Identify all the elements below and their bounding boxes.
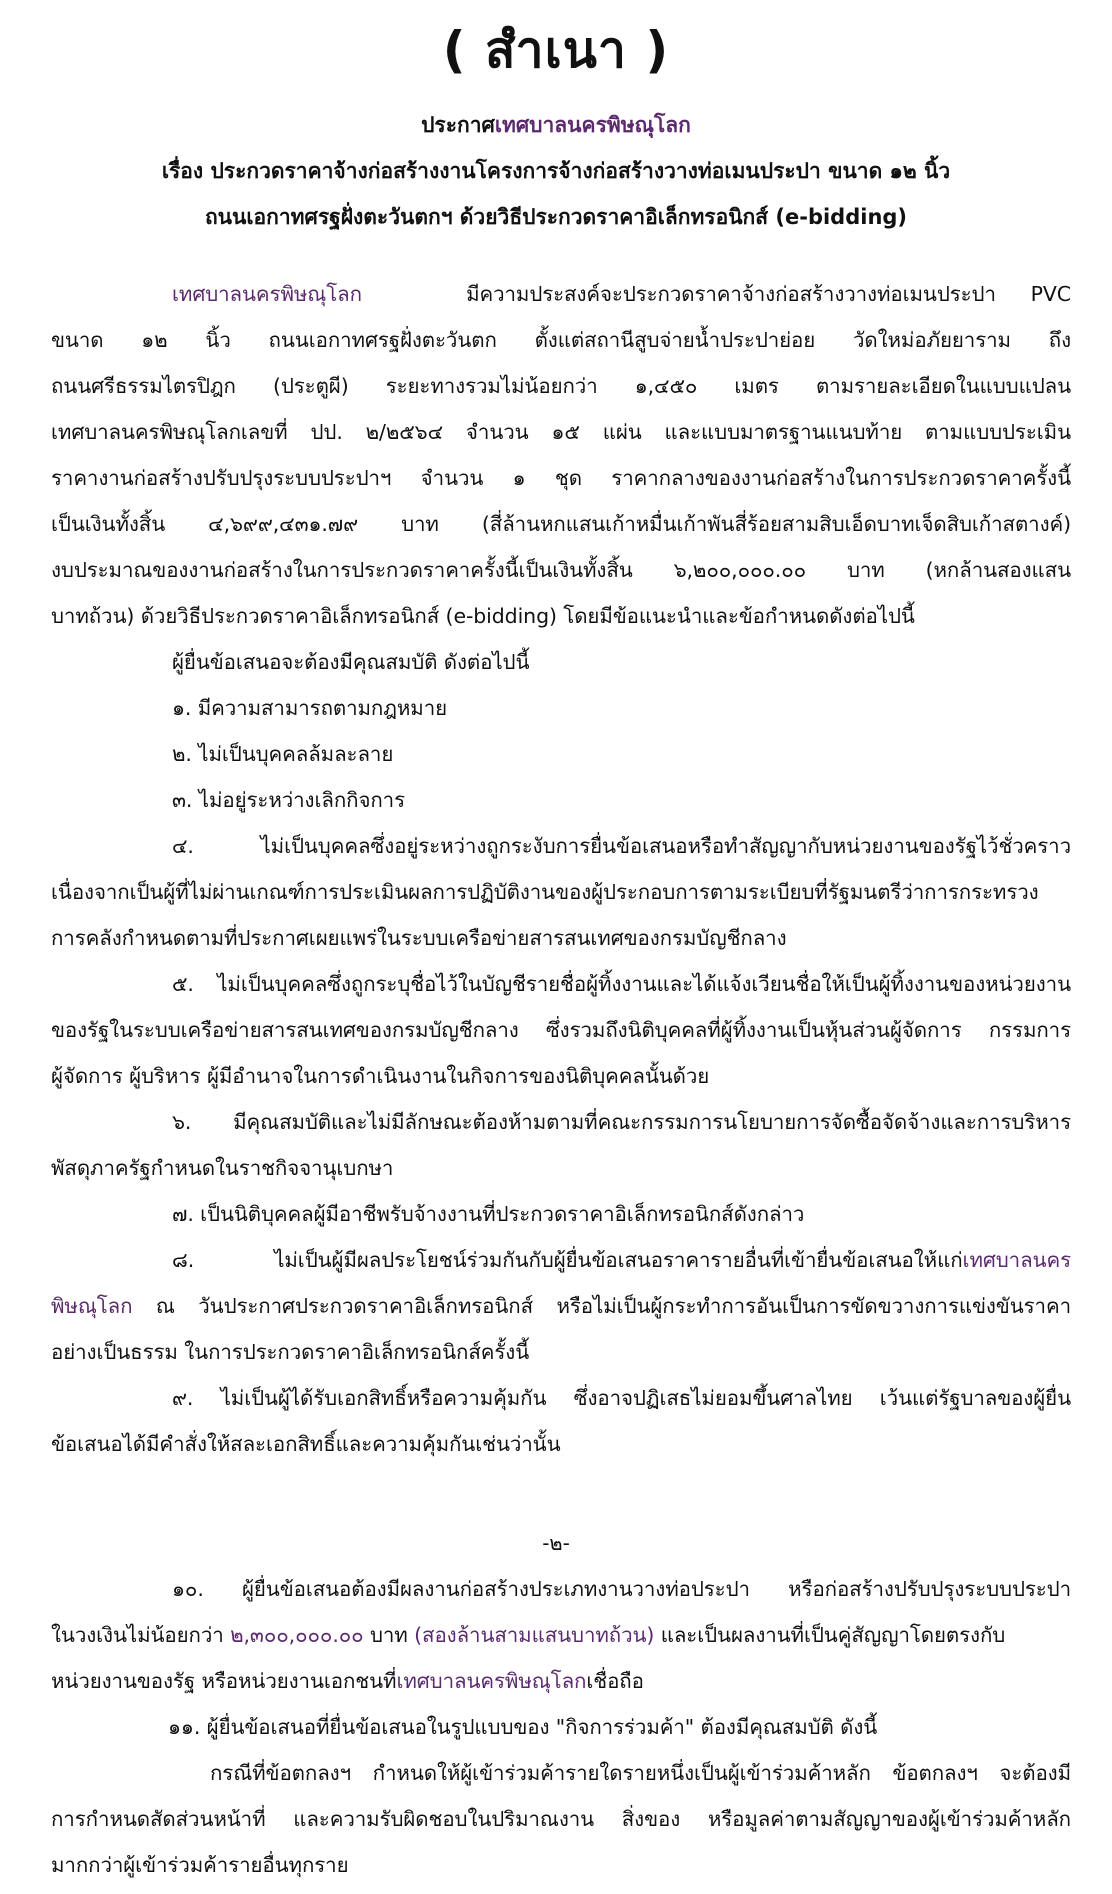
qualification-item-8-line-2 xyxy=(51,1292,1071,1320)
subject-line-2: ถนนเอกาทศรฐฝั่งตะวันตกฯ ด้วยวิธีประกวดราคาอิเล็กทรอนิกส์ (e-bidding) xyxy=(204,205,908,229)
item-8-org-cont: พิษณุโลก xyxy=(51,1294,133,1318)
intro-line-1-text: มีความประสงค์จะประกวดราคาจ้างก่อสร้างวางท่อเมนประปา PVC xyxy=(466,282,1072,306)
qualification-item-10: ๑๐. ผู้ยื่นข้อเสนอต้องมีผลงานก่อสร้างประเภทงานวางท่อประปา หรือก่อสร้างปรับปรุงระบบประปา xyxy=(172,1577,1071,1601)
intro-line-3: ถนนศรีธรรมไตรปิฎก (ประตูผี) ระยะทางรวมไม่น้อยกว่า ๑,๔๕๐ เมตร ตามรายละเอียดในแบบแปลน xyxy=(51,374,1071,398)
qualification-item-7: ๗. เป็นนิติบุคคลผู้มีอาชีพรับจ้างงานที่ประกวดราคาอิเล็กทรอนิกส์ดังกล่าว xyxy=(172,1202,805,1226)
intro-line-2: ขนาด ๑๒ นิ้ว ถนนเอกาทศรฐฝั่งตะวันตก ตั้งแต่สถานีสูบจ่ายน้ำประปาย่อย วัดใหม่อภัยยาราม ถึง xyxy=(51,328,1071,352)
subject-line: เรื่อง ประกวดราคาจ้างก่อสร้างงานโครงการจ้างก่อสร้างวางท่อเมนประปา ขนาด ๑๒ นิ้ว xyxy=(161,159,951,183)
item-8-org: เทศบาลนคร xyxy=(962,1248,1071,1272)
intro-line-6: เป็นเงินทั้งสิ้น ๔,๖๙๙,๔๓๑.๗๙ บาท (สี่ล้านหกแสนเก้าหมื่นเก้าพันสี่ร้อยสามสิบเอ็ดบาทเจ็ดสิบเก้าสตางค์) xyxy=(51,512,1071,536)
intro-org: เทศบาลนครพิษณุโลก xyxy=(172,282,362,306)
qualification-item-4: ๔. ไม่เป็นบุคคลซึ่งอยู่ระหว่างถูกระงับการยื่นข้อเสนอหรือทำสัญญากับหน่วยงานของรัฐไว้ชั่วคราว xyxy=(172,834,1071,858)
qualification-item-9-line-2: ข้อเสนอได้มีคำสั่งให้สละเอกสิทธิ์และความคุ้มกันเช่นว่านั้น xyxy=(51,1432,561,1456)
qualification-intro: ผู้ยื่นข้อเสนอจะต้องมีคุณสมบัติ ดังต่อไปนี้ xyxy=(172,650,530,674)
intro-line-5: ราคางานก่อสร้างปรับปรุงระบบประปาฯ จำนวน ๑ ชุด ราคากลางของงานก่อสร้างในการประกวดราคาครั้งนี้ xyxy=(51,466,1071,490)
announcement-prefix: ประกาศ xyxy=(421,113,495,137)
qualification-item-4-line-3: การคลังกำหนดตามที่ประกาศเผยแพร่ในระบบเครือข่ายสารสนเทศของกรมบัญชีกลาง xyxy=(51,926,787,950)
page-number: -๒- xyxy=(542,1531,570,1555)
qualification-item-4-line-2: เนื่องจากเป็นผู้ที่ไม่ผ่านเกณฑ์การประเมินผลการปฏิบัติงานของผู้ประกอบการตามระเบียบที่รัฐมนตรีว่าการกระทรวง xyxy=(51,880,1039,904)
qualification-item-5-line-2: ของรัฐในระบบเครือข่ายสารสนเทศของกรมบัญชีกลาง ซึ่งรวมถึงนิติบุคคลที่ผู้ทิ้งงานเป็นหุ้นส่วนผู้จัดการ กรรมการ xyxy=(51,1018,1071,1042)
item-10-line-3-text: หน่วยงานของรัฐ หรือหน่วยงานเอกชนที่ xyxy=(51,1669,397,1693)
intro-line-7: งบประมาณของงานก่อสร้างในการประกวดราคาครั้งนี้เป็นเงินทั้งสิ้น ๖,๒๐๐,๐๐๐.๐๐ บาท (หกล้านสองแสน xyxy=(51,558,1071,582)
copy-stamp: ( สำเนา ) xyxy=(442,21,670,79)
qualification-item-2: ๒. ไม่เป็นบุคคลล้มละลาย xyxy=(172,742,394,766)
item-8-text: ๘. ไม่เป็นผู้มีผลประโยชน์ร่วมกันกับผู้ยื่นข้อเสนอราคารายอื่นที่เข้ายื่นข้อเสนอให้แก่ xyxy=(172,1248,963,1272)
intro-line-1 xyxy=(172,280,1071,308)
qualification-item-6-line-2: พัสดุภาครัฐกำหนดในราชกิจจานุเบกษา xyxy=(51,1156,394,1180)
item-11-paragraph-line-3: มากกว่าผู้เข้าร่วมค้ารายอื่นทุกราย xyxy=(51,1853,349,1877)
qualification-item-1: ๑. มีความสามารถตามกฎหมาย xyxy=(172,696,448,720)
qualification-item-10-line-2 xyxy=(51,1621,1071,1649)
item-8-line-2-text: ณ วันประกาศประกวดราคาอิเล็กทรอนิกส์ หรือไม่เป็นผู้กระทำการอันเป็นการขัดขวางการแข่งขันราคา xyxy=(132,1294,1071,1318)
item-10-text-a: ในวงเงินไม่น้อยกว่า xyxy=(51,1623,231,1647)
item-10-amount: ๒,๓๐๐,๐๐๐.๐๐ xyxy=(230,1623,364,1647)
qualification-item-3: ๓. ไม่อยู่ระหว่างเลิกกิจการ xyxy=(172,788,405,812)
intro-line-8: บาทถ้วน) ด้วยวิธีประกวดราคาอิเล็กทรอนิกส์ (e-bidding) โดยมีข้อแนะนำและข้อกำหนดดังต่อไปนี้ xyxy=(51,604,915,628)
qualification-item-8 xyxy=(172,1246,1071,1274)
intro-line-4: เทศบาลนครพิษณุโลกเลขที่ ปป. ๒/๒๕๖๔ จำนวน ๑๕ แผ่น และแบบมาตรฐานแนบท้าย ตามแบบประเมิน xyxy=(51,420,1071,444)
item-10-amount-words: (สองล้านสามแสนบาทถ้วน) xyxy=(414,1623,655,1647)
qualification-item-6: ๖. มีคุณสมบัติและไม่มีลักษณะต้องห้ามตามที่คณะกรรมการนโยบายการจัดซื้อจัดจ้างและการบริหาร xyxy=(172,1110,1071,1134)
qualification-item-10-line-3 xyxy=(51,1667,1071,1695)
item-10-text-b: บาท xyxy=(363,1623,415,1647)
item-11-paragraph-line-1: กรณีที่ข้อตกลงฯ กำหนดให้ผู้เข้าร่วมค้ารายใดรายหนึ่งเป็นผู้เข้าร่วมค้าหลัก ข้อตกลงฯ จะต้องมี xyxy=(210,1761,1071,1785)
qualification-item-11: ๑๑. ผู้ยื่นข้อเสนอที่ยื่นข้อเสนอในรูปแบบของ "กิจการร่วมค้า" ต้องมีคุณสมบัติ ดังนี้ xyxy=(168,1715,878,1739)
announcement-title xyxy=(0,110,1112,140)
qualification-item-5-line-3: ผู้จัดการ ผู้บริหาร ผู้มีอำนาจในการดำเนินงานในกิจการของนิติบุคคลนั้นด้วย xyxy=(51,1064,710,1088)
org-name: เทศบาลนครพิษณุโลก xyxy=(494,113,691,137)
item-11-paragraph-line-2: การกำหนดสัดส่วนหน้าที่ และความรับผิดชอบในปริมาณงาน สิ่งของ หรือมูลค่าตามสัญญาของผู้เข้าร่วมค้าหลัก xyxy=(51,1807,1071,1831)
qualification-item-5: ๕. ไม่เป็นบุคคลซึ่งถูกระบุชื่อไว้ในบัญชีรายชื่อผู้ทิ้งงานและได้แจ้งเวียนชื่อให้เป็นผู้ทิ้งงานของหน่วยงาน xyxy=(172,972,1071,996)
qualification-item-8-line-3: อย่างเป็นธรรม ในการประกวดราคาอิเล็กทรอนิกส์ครั้งนี้ xyxy=(51,1340,530,1364)
item-10-line-3-end: เชื่อถือ xyxy=(586,1669,644,1693)
item-10-org: เทศบาลนครพิษณุโลก xyxy=(396,1669,587,1693)
qualification-item-9: ๙. ไม่เป็นผู้ได้รับเอกสิทธิ์หรือความคุ้มกัน ซึ่งอาจปฏิเสธไม่ยอมขึ้นศาลไทย เว้นแต่รัฐบาลของผู้ยื่น xyxy=(172,1386,1071,1410)
item-10-text-c: และเป็นผลงานที่เป็นคู่สัญญาโดยตรงกับ xyxy=(654,1623,1006,1647)
